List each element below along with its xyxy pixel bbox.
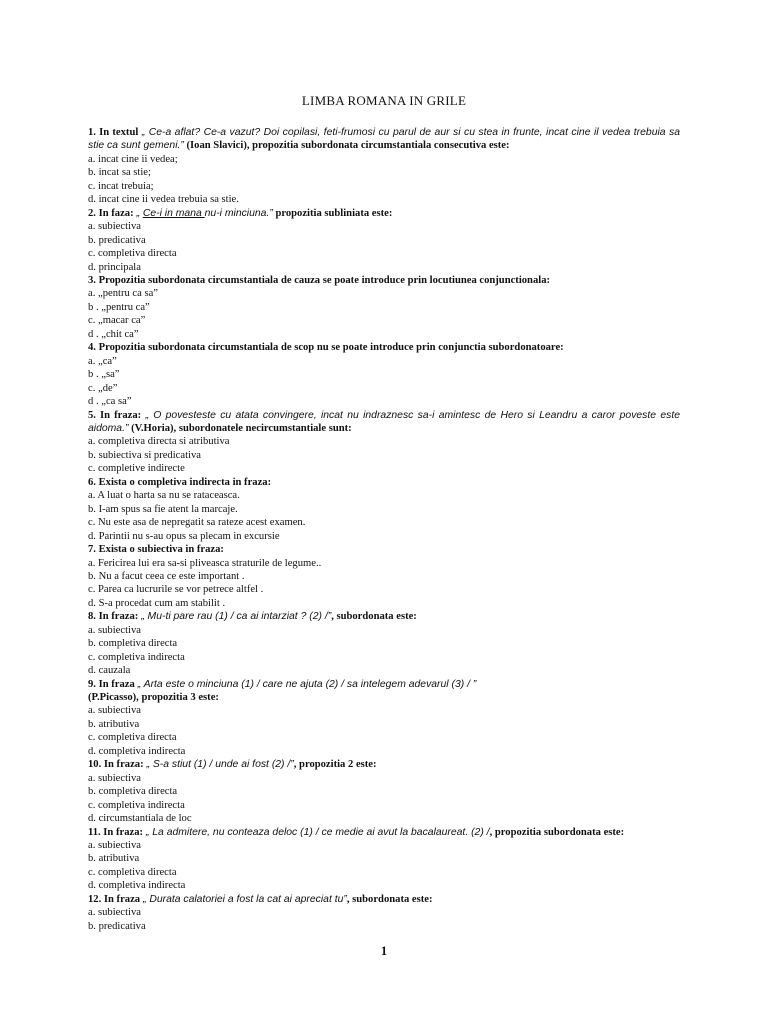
- question-7: 7. Exista o subiectiva in fraza:: [88, 544, 224, 556]
- option-10c: c. completiva indirecta: [88, 799, 185, 811]
- option-12a: a. subiectiva: [88, 907, 141, 919]
- option-7c: c. Parea ca lucrurile se vor petrece altfel .: [88, 584, 264, 596]
- option-3b: b . „pentru ca”: [88, 301, 150, 313]
- question-8: 8. In fraza: „ Mu-ti pare rau (1) / ca ai intarziat ? (2) /”, subordonata este:: [88, 611, 417, 623]
- option-5a: a. completiva directa si atributiva: [88, 436, 230, 448]
- option-9c: c. completiva directa: [88, 732, 177, 744]
- question-1: 1. In textul „ Ce-a aflat? Ce-a vazut? Doi copilasi, feti-frumosi cu parul de aur si cu stea in frunte, incat cine il vedea trebuia sa stie ca sunt gemeni.” (Ioan Slavici), propozitia subordonata circumstantiala consecutiva este:: [88, 127, 680, 152]
- option-11c: c. completiva directa: [88, 866, 177, 878]
- question-list: [88, 126, 680, 933]
- question-6: 6. Exista o completiva indirecta in fraza:: [88, 476, 272, 488]
- option-11d: d. completiva indirecta: [88, 880, 186, 892]
- option-8a: a. subiectiva: [88, 624, 141, 636]
- question-10: 10. In fraza: „ S-a stiut (1) / unde ai fost (2) /”, propozitia 2 este:: [88, 759, 377, 771]
- option-10b: b. completiva directa: [88, 786, 178, 798]
- option-3c: c. „macar ca”: [88, 315, 146, 327]
- option-1b: b. incat sa stie;: [88, 167, 151, 179]
- option-4a: a. „ca”: [88, 355, 117, 367]
- option-5c: c. completive indirecte: [88, 463, 185, 475]
- option-8b: b. completiva directa: [88, 638, 178, 650]
- option-9a: a. subiectiva: [88, 705, 141, 717]
- option-6d: d. Parintii nu s-au opus sa plecam in excursie: [88, 530, 280, 542]
- option-2a: a. subiectiva: [88, 221, 141, 233]
- option-2c: c. completiva directa: [88, 248, 177, 260]
- option-11a: a. subiectiva: [88, 840, 141, 852]
- option-6c: c. Nu este asa de nepregatit sa rateze acest examen.: [88, 517, 306, 529]
- option-8d: d. cauzala: [88, 665, 131, 677]
- option-9b: b. atributiva: [88, 718, 140, 730]
- option-7d: d. S-a procedat cum am stabilit .: [88, 597, 226, 609]
- question-9-source: (P.Picasso), propozitia 3 este:: [88, 692, 219, 704]
- question-11: 11. In fraza: „ La admitere, nu conteaza deloc (1) / ce medie ai avut la bacalaureat. (2) /, propozitia subordonata este:: [88, 826, 625, 838]
- option-3a: a. „pentru ca sa”: [88, 288, 158, 300]
- question-9: 9. In fraza „ Arta este o minciuna (1) / care ne ajuta (2) / sa intelegem adevarul (3) / ”: [88, 678, 477, 690]
- option-8c: c. completiva indirecta: [88, 651, 185, 663]
- page-title: LIMBA ROMANA IN GRILE: [301, 93, 467, 108]
- question-2: 2. In faza: „ Ce-i in mana nu-i minciuna.” propozitia subliniata este:: [88, 207, 393, 219]
- question-5: 5. In fraza: „ O povesteste cu atata convingere, incat nu indraznesc sa-i amintesc de Hero si Leandru a caror poveste este aidoma.” (V.Horia), subordonatele necircumstantiale sunt:: [88, 409, 680, 434]
- option-1c: c. incat trebuia;: [88, 180, 154, 192]
- underlined-phrase: Ce-i in mana: [142, 207, 205, 219]
- page-number: 1: [380, 944, 388, 958]
- option-4d: d . „ca sa”: [88, 396, 132, 408]
- option-4b: b . „sa”: [88, 369, 120, 381]
- option-10a: a. subiectiva: [88, 772, 141, 784]
- option-11b: b. atributiva: [88, 853, 140, 865]
- option-4c: c. „de”: [88, 382, 118, 394]
- option-7a: a. Fericirea lui era sa-si pliveasca straturile de legume..: [88, 557, 322, 569]
- option-1d: d. incat cine ii vedea trebuia sa stie.: [88, 194, 239, 206]
- option-7b: b. Nu a facut ceea ce este important .: [88, 570, 245, 582]
- option-3d: d . „chit ca”: [88, 328, 139, 340]
- option-5b: b. subiectiva si predicativa: [88, 449, 201, 461]
- question-4: 4. Propozitia subordonata circumstantiala de scop nu se poate introduce prin conjunctia subordonatoare:: [88, 342, 564, 354]
- option-10d: d. circumstantiala de loc: [88, 813, 192, 825]
- question-3: 3. Propozitia subordonata circumstantiala de cauza se poate introduce prin locutiunea conjunctionala:: [88, 274, 551, 286]
- option-12b: b. predicativa: [88, 920, 146, 932]
- question-12: 12. In fraza „ Durata calatoriei a fost la cat ai apreciat tu”, subordonata este:: [88, 893, 433, 905]
- option-6b: b. I-am spus sa fie atent la marcaje.: [88, 503, 238, 515]
- option-6a: a. A luat o harta sa nu se rataceasca.: [88, 490, 240, 502]
- option-2b: b. predicativa: [88, 234, 146, 246]
- option-2d: d. principala: [88, 261, 141, 273]
- option-9d: d. completiva indirecta: [88, 745, 186, 757]
- option-1a: a. incat cine ii vedea;: [88, 153, 178, 165]
